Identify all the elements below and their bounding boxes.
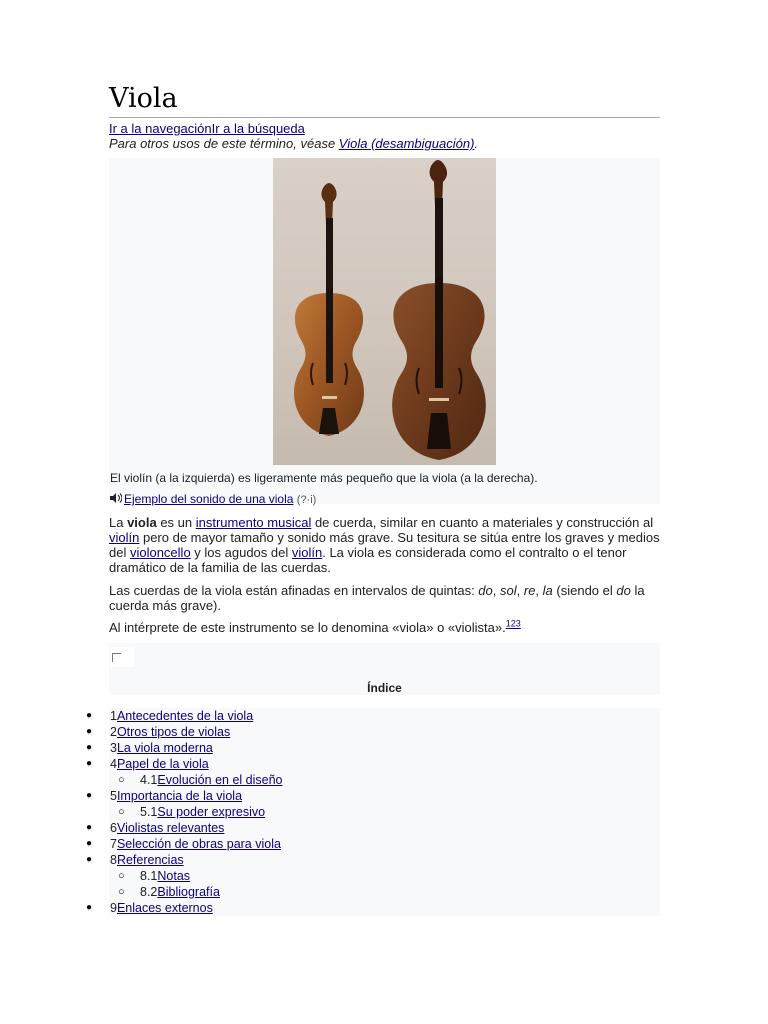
text: La xyxy=(109,515,128,530)
toc-number: 5 xyxy=(110,789,117,803)
toc-number: 4.1 xyxy=(140,773,158,787)
bullet-icon: ● xyxy=(86,854,93,865)
toc-item[interactable] xyxy=(109,868,660,884)
bullet-icon: ● xyxy=(86,838,93,849)
toc-item[interactable] xyxy=(109,772,660,788)
instrumento-musical-link[interactable]: instrumento musical xyxy=(195,515,312,530)
toc-number: 9 xyxy=(110,901,117,915)
bullet-icon: ● xyxy=(86,790,93,801)
toc-link[interactable]: Violistas relevantes xyxy=(116,821,225,835)
toc-number: 8 xyxy=(110,853,117,867)
audio-help[interactable]: (?·i) xyxy=(296,494,317,506)
bullet-icon: ○ xyxy=(118,870,125,882)
toc-item[interactable] xyxy=(86,852,660,868)
toc-item[interactable] xyxy=(86,820,660,836)
toc-item[interactable] xyxy=(86,900,660,916)
violin-shape xyxy=(294,183,364,436)
note-name: la xyxy=(542,583,553,598)
speaker-icon[interactable] xyxy=(110,491,124,507)
text: , xyxy=(492,583,500,598)
toc-link[interactable]: Papel de la viola xyxy=(116,757,209,771)
bullet-icon: ● xyxy=(86,710,93,721)
jump-links xyxy=(109,121,660,136)
audio-sample xyxy=(110,491,316,508)
note-name: sol xyxy=(500,583,517,598)
note-name: re xyxy=(523,583,536,598)
toc-link[interactable]: Selección de obras para viola xyxy=(116,837,281,851)
intro-paragraph-1 xyxy=(109,515,660,575)
page-title: Viola xyxy=(109,82,660,118)
toc-item[interactable] xyxy=(86,756,660,772)
bullet-icon: ● xyxy=(86,822,93,833)
text: Las cuerdas de la viola están afinadas en intervalos de quintas: xyxy=(109,583,479,598)
hatnote-suffix: . xyxy=(474,136,479,151)
toc-link[interactable]: Otros tipos de violas xyxy=(116,725,231,739)
viola-shape xyxy=(392,160,486,460)
toc-number: 4 xyxy=(110,757,117,771)
text: pero de mayor tamaño y sonido más grave. Su tesitura se sitúa entre los graves y medios del xyxy=(109,530,660,560)
toc-title: Índice xyxy=(367,681,402,695)
intro-paragraph-2 xyxy=(109,583,660,613)
reference-links[interactable]: 123 xyxy=(505,618,521,629)
toc-toggle-checkbox[interactable] xyxy=(110,647,134,667)
bullet-icon: ● xyxy=(86,742,93,753)
toc-link[interactable]: Antecedentes de la viola xyxy=(116,709,254,723)
toc-link[interactable]: La viola moderna xyxy=(116,741,213,755)
toc-link[interactable]: Su poder expresivo xyxy=(157,805,266,819)
text: , xyxy=(516,583,524,598)
text: de cuerda, similar en cuanto a materiales y construcción al xyxy=(311,515,654,530)
article xyxy=(109,82,660,695)
toc-number: 6 xyxy=(110,821,117,835)
violoncello-link[interactable]: violoncello xyxy=(129,545,191,560)
toc-item[interactable] xyxy=(86,708,660,724)
toc-item[interactable] xyxy=(86,788,660,804)
violin-viola-illustration xyxy=(273,158,496,465)
toc-item[interactable] xyxy=(86,740,660,756)
hatnote xyxy=(109,136,660,151)
toc-link[interactable]: Notas xyxy=(157,869,191,883)
bullet-icon: ● xyxy=(86,902,93,913)
text: es un xyxy=(156,515,196,530)
toc-number: 5.1 xyxy=(140,805,158,819)
text: Al intérprete de este instrumento se lo denomina «viola» o «violista». xyxy=(109,620,506,635)
toc-link[interactable]: Evolución en el diseño xyxy=(157,773,283,787)
toc-link[interactable]: Referencias xyxy=(116,853,184,867)
toc-item[interactable] xyxy=(86,836,660,852)
audio-sample-link[interactable]: Ejemplo del sonido de una viola xyxy=(124,492,294,506)
toc-item[interactable] xyxy=(86,724,660,740)
note-name: do xyxy=(478,583,493,598)
text: . La viola es considerada como el contralto o el tenor dramático de la familia de las cuerdas. xyxy=(109,545,627,575)
violin-link-2[interactable]: violín xyxy=(291,545,323,560)
toc-link[interactable]: Enlaces externos xyxy=(116,901,213,915)
toc-item[interactable] xyxy=(109,884,660,900)
bullet-icon: ● xyxy=(86,758,93,769)
text: (siendo el xyxy=(552,583,617,598)
hatnote-text: Para otros usos de este término, véase xyxy=(109,136,339,151)
toc-number: 2 xyxy=(110,725,117,739)
text: la cuerda más grave). xyxy=(109,583,645,613)
bold-term: viola xyxy=(127,515,157,530)
toc-number: 8.1 xyxy=(140,869,158,883)
toc-number: 1 xyxy=(110,709,117,723)
bullet-icon: ○ xyxy=(118,774,125,786)
note-name: do xyxy=(616,583,631,598)
bullet-icon: ● xyxy=(86,726,93,737)
bullet-icon: ○ xyxy=(118,886,125,898)
violin-link[interactable]: violín xyxy=(109,530,140,545)
figure-caption: El violín (a la izquierda) es ligeramente más pequeño que la viola (a la derecha). xyxy=(110,471,538,485)
violin-viola-photo[interactable] xyxy=(273,158,496,465)
toc-link[interactable]: Importancia de la viola xyxy=(116,789,243,803)
text: y los agudos del xyxy=(190,545,292,560)
disambiguation-link[interactable]: Viola (desambiguación) xyxy=(338,136,475,151)
toc-list xyxy=(86,708,660,916)
jump-to-navigation-link[interactable]: Ir a la navegación xyxy=(109,121,212,136)
toc-item[interactable] xyxy=(109,804,660,820)
intro-paragraph-3 xyxy=(109,620,660,635)
text: , xyxy=(535,583,543,598)
toc-number: 7 xyxy=(110,837,117,851)
jump-to-search-link[interactable]: Ir a la búsqueda xyxy=(211,121,305,136)
figure-box xyxy=(109,158,660,504)
toc-number: 3 xyxy=(110,741,117,755)
toc-link[interactable]: Bibliografía xyxy=(157,885,220,899)
toc-number: 8.2 xyxy=(140,885,158,899)
toc-box xyxy=(109,643,660,695)
bullet-icon: ○ xyxy=(118,806,125,818)
